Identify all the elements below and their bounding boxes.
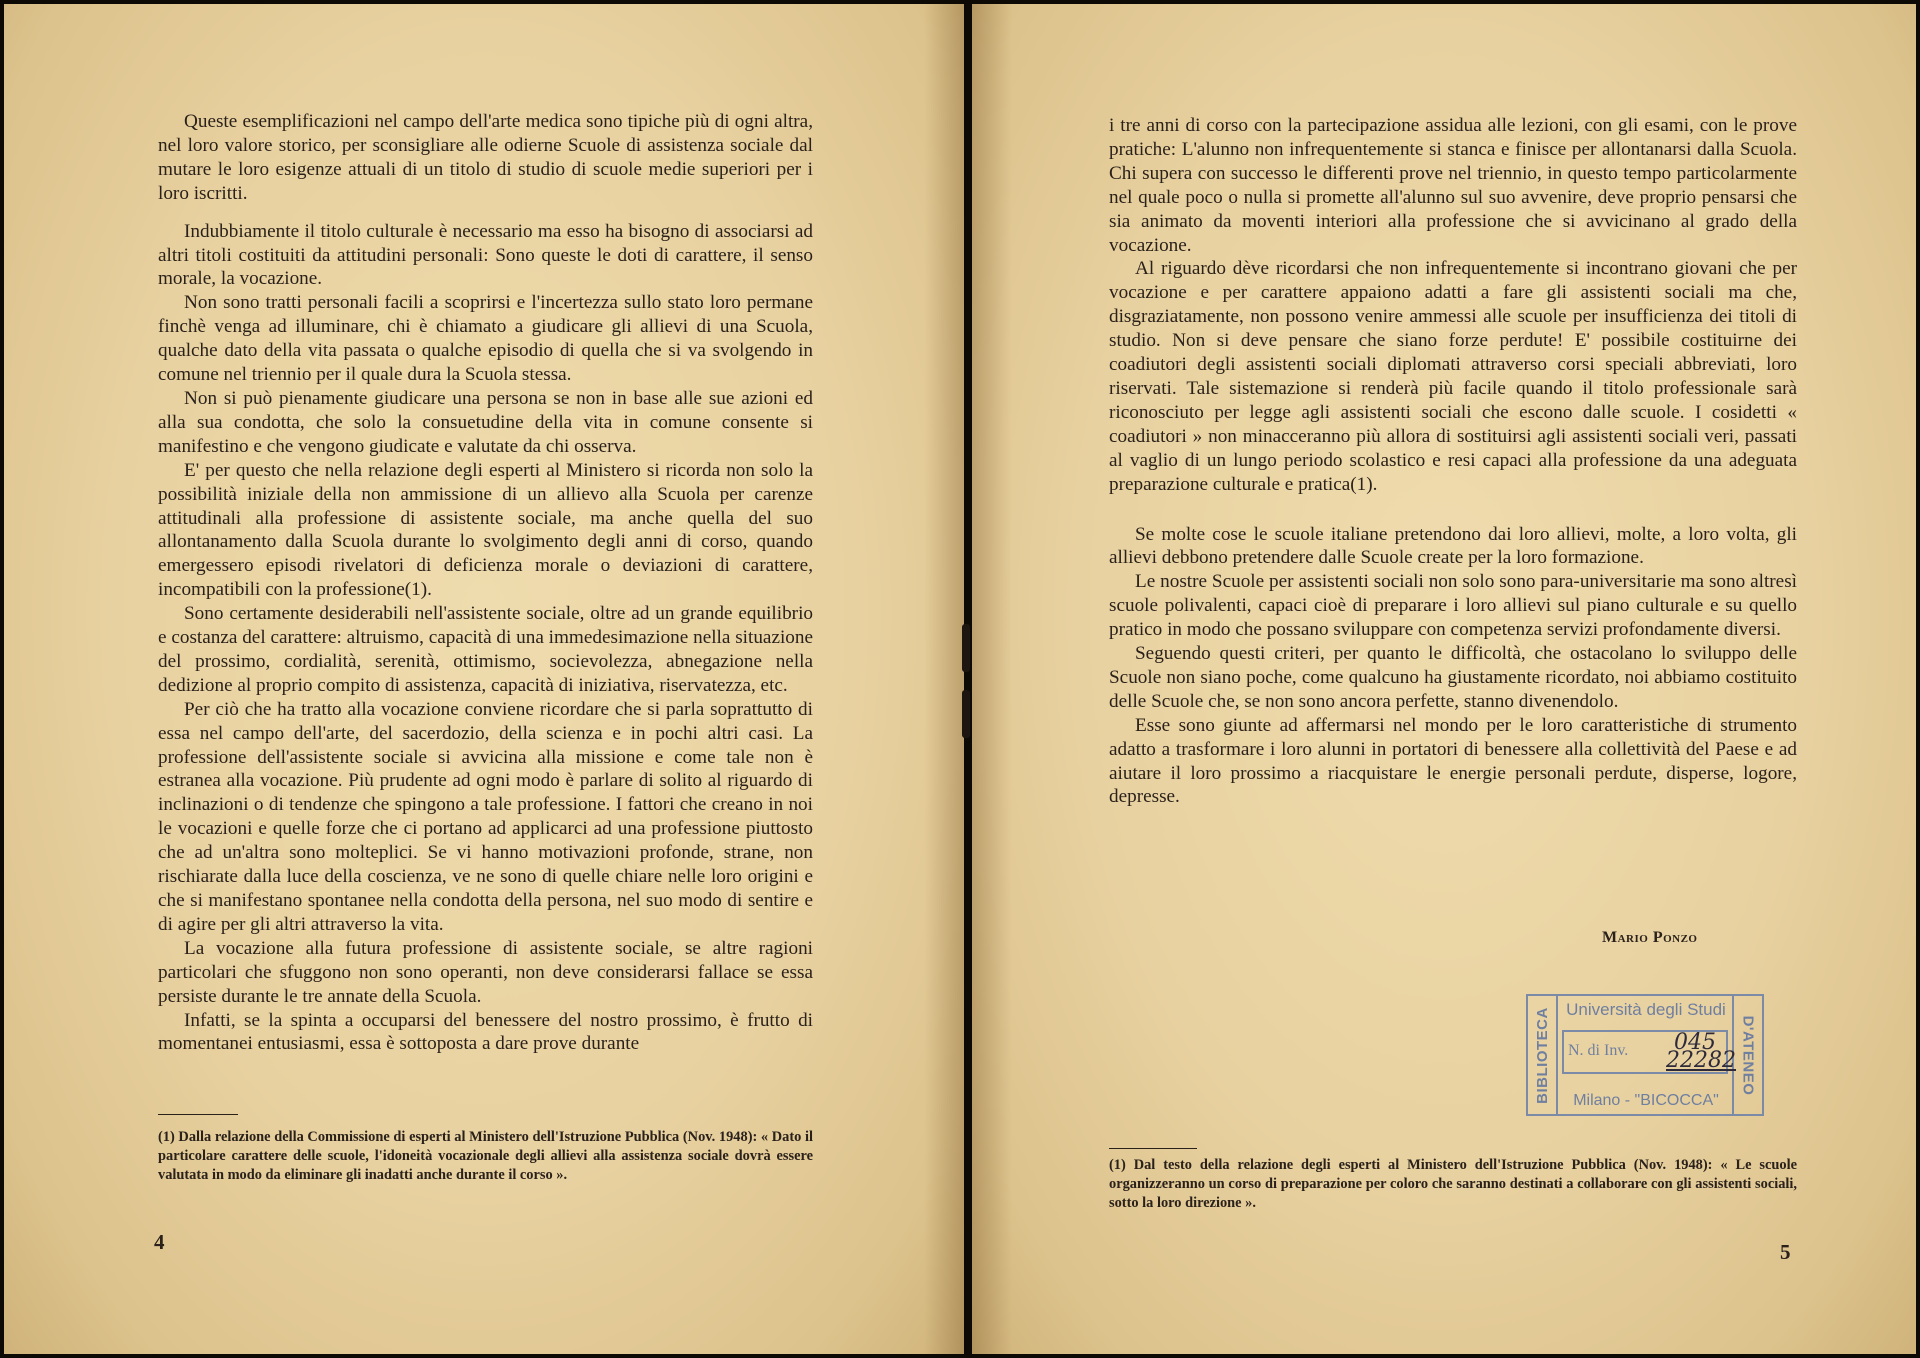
stamp-inventory-number: 045 (1674, 1030, 1716, 1055)
paragraph: Esse sono giunte ad affermarsi nel mondo per le loro caratteristiche di strumento adatto a trasformare i loro alunni in portatori di benessere alla collettività del Paese e ad aiutare il loro prossimo a riacquistare le energie personali perdute, disperse, logore, depresse. (1109, 714, 1797, 808)
staple (962, 690, 970, 738)
stamp-inventory-label: N. di Inv. (1568, 1042, 1629, 1059)
paragraph: Al riguardo dève ricordarsi che non infrequentemente si incontrano giovani che per vocazione e per carattere appaiono adatti a fare gli assistenti sociali ma che, disgraziatamente, non possono venire ammessi alle scuole per insufficienza dei titoli di studio. Non si deve pensare che siano forze perdute! E' possibile costituirne dei coadiutori degli assistenti sociali diplomati attraverso corsi speciali abbreviati, loro riservati. Tale sistemazione si renderà più facile quando il titolo professionale sarà riconosciuto per legge agli assistenti sociali che escono dalle scuole. I cosidetti « coadiutori » non minacceranno più allora di sostituirsi agli assistenti sociali veri, passati al vaglio di un lungo periodo scolastico e resi capaci alla professione da una adeguata preparazione culturale e pratica(1). (1109, 258, 1797, 495)
book-spread (4, 4, 1916, 1354)
library-stamp (1526, 994, 1764, 1116)
paragraph: Non sono tratti personali facili a scoprirsi e l'incertezza sullo stato loro permane finchè venga ad illuminare, chi è chiamato a giudicare gli allievi di una Scuola, qualche dato della vita passata o qualche episodio di quella che si va svolgendo in comune nel triennio per il quale dura la Scuola stessa. (158, 292, 813, 386)
stamp-location: Milano - "BICOCCA" (1573, 1092, 1719, 1109)
paragraph: Infatti, se la spinta a occuparsi del benessere del nostro prossimo, è frutto di momentanei entusiasmi, essa è sottoposta a dare prove durante (158, 1009, 813, 1055)
paragraph: Seguendo questi criteri, per quanto le difficoltà, che ostacolano lo sviluppo delle Scuole non siano poche, come qualcuno ha giustamente ricordato, noi abbiamo costituito delle Scuole che, se non sono ancora perfette, stanno divenendolo. (1109, 643, 1797, 712)
paragraph: Non si può pienamente giudicare una persona se non in base alle sue azioni ed alla sua condotta, che solo la consuetudine della vita in comune consente si manifestino e che vengono giudicate e valutate da chi osserva. (158, 387, 813, 457)
paragraph: Queste esemplificazioni nel campo dell'arte medica sono tipiche più di ogni altra, nel loro valore storico, per sconsigliare alle odierne Scuole di assistenza sociale dal mutare le loro esigenze attuali di un titolo di studio di scuole medie superiori per i loro iscritti. (158, 111, 813, 204)
staple (962, 624, 970, 672)
footnote: (1) Dalla relazione della Commissione di esperti al Ministero dell'Istruzione Pubblica (Nov. 1948): « Dato il particolare carattere delle scuole, l'idoneità vocazionale degli allievi alla assistenza sociale dovrà essere valutata in modo da eliminare gli inadatti anche durante il corso ». (158, 1129, 813, 1183)
footnote-rule (1109, 1148, 1197, 1149)
left-page-body (158, 110, 813, 1056)
paragraph: Sono certamente desiderabili nell'assistente sociale, oltre ad un grande equilibrio e costanza del carattere: altruismo, capacità di una immedesimazione nella situazione del prossimo, cordialità, serenità, ottimismo, socievolezza, abnegazione nella dedizione al proprio compito di assistenza, capacità di iniziativa, riservatezza, etc. (158, 603, 813, 696)
stamp-university: Università degli Studi (1566, 1000, 1726, 1019)
page-number: 4 (154, 1230, 165, 1254)
paragraph: Le nostre Scuole per assistenti sociali non solo sono para-universitarie ma sono altresì scuole polivalenti, capaci cioè di preparare i loro allievi sul piano culturale e su quello pratico in modo che possano sviluppare con competenza servizi profondamente diversi. (1109, 571, 1797, 641)
page-number: 5 (1780, 1240, 1791, 1264)
paragraph: Indubbiamente il titolo culturale è necessario ma esso ha bisogno di associarsi ad altri titoli costituiti da attitudini personali: Sono queste le doti di carattere, il senso morale, la vocazione. (158, 220, 813, 290)
stamp-left-label: BIBLIOTECA (1533, 1006, 1551, 1104)
footnote-rule (158, 1114, 238, 1115)
right-page-body (1109, 114, 1797, 809)
paragraph: La vocazione alla futura professione di assistente sociale, se altre ragioni particolari che sfuggono non sono operanti, non deve considerarsi fallace se essa persiste durante le tre annate della Scuola. (158, 937, 813, 1007)
left-page (4, 4, 964, 1354)
paragraph: Per ciò che ha tratto alla vocazione conviene ricordare che si parla soprattutto di essa nel campo dell'arte, del sacerdozio, della scienza e in pochi altri casi. La professione dell'assistente sociale si avvicina alla missione e come tale non è estranea alla vocazione. Più prudente ad ogni modo è parlare di solito al riguardo di inclinazioni o di tendenze che spingono a tale professione. I fattori che creano in noi le vocazioni e quelle forze che ci portano ad applicarci ad una professione piuttosto che ad un'altra sono molteplici. Se vi hanno motivazioni profonde, strane, non rischiarate dalla luce della coscienza, ve ne sono di quelle chiare nelle loro origini e che si manifestano spontanee nella condotta della persona, nel suo modo di sentire e di agire per gli altri attraverso la vita. (158, 698, 813, 935)
footnote: (1) Dal testo della relazione degli esperti al Ministero dell'Istruzione Pubblica (Nov. 1948): « Le scuole organizzeranno un corso di preparazione per coloro che saranno destinati a collaborare con gli assistenti sociali, sotto la loro direzione ». (1109, 1157, 1797, 1211)
signature: Mario Ponzo (1602, 929, 1698, 946)
paragraph: i tre anni di corso con la partecipazione assidua alle lezioni, con gli esami, con le prove pratiche: L'alunno non infrequentemente si stanca e finisce per allontanarsi dalla Scuola. Chi supera con successo le differenti prove nel triennio, in questo tempo particolarmente nel quale poco o nulla si promette all'alunno sul suo avvenire, deve proprio pensarsi che sia animato da moventi interiori alla professione che si avvicinano al grado della vocazione. (1109, 115, 1797, 256)
paragraph: Se molte cose le scuole italiane pretendono dai loro allievi, molte, a loro volta, gli allievi debbono pretendere dalle Scuole create per la loro formazione. (1109, 523, 1797, 569)
stamp-right-label: D'ATENEO (1739, 1015, 1757, 1095)
stamp-inventory-number: 22282 (1666, 1048, 1736, 1073)
stamp-inventory-box (1562, 1030, 1736, 1074)
paragraph: E' per questo che nella relazione degli esperti al Ministero si ricorda non solo la possibilità iniziale della non ammissione di un allievo alla Scuola per carenze attitudinali alla professione di assistente sociale, ma anche quella del suo allontanamento dalla Scuola durante lo svolgimento degli anni di corso, quando emergessero episodi rivelatori di deficienza morale o deviazioni di carattere, incompatibili con la professione(1). (158, 459, 813, 601)
